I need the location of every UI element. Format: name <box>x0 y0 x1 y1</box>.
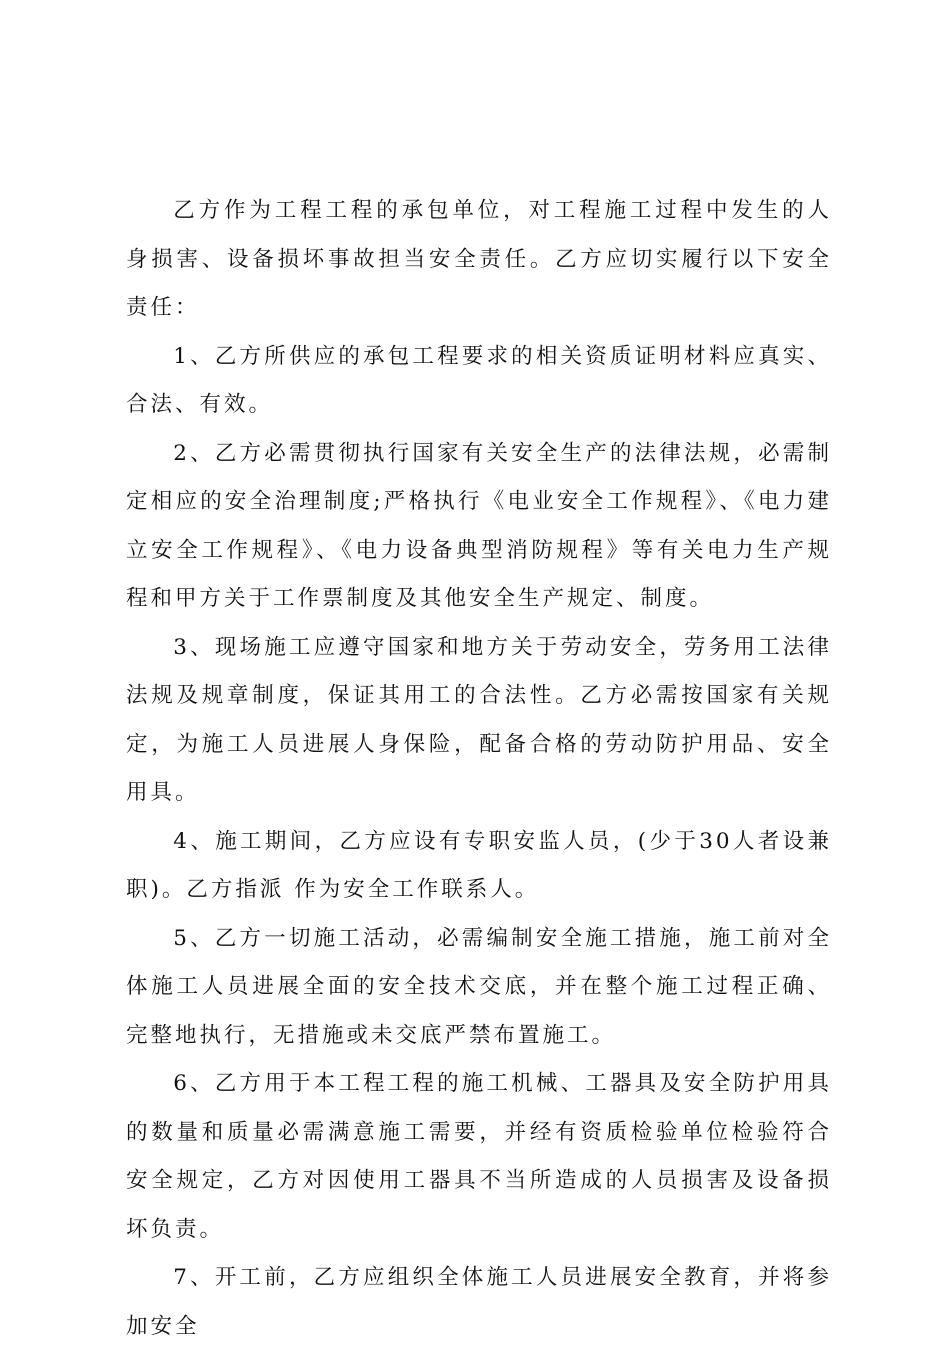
paragraph-item-1: 1、乙方所供应的承包工程要求的相关资质证明材料应真实、合法、有效。 <box>126 343 832 417</box>
paragraph-item-7: 7、开工前，乙方应组织全体施工人员进展安全教育，并将参加安全 <box>126 1265 832 1339</box>
paragraph-item-4: 4、施工期间，乙方应设有专职安监人员，(少于30人者设兼职)。乙方指派 作为安全工作联系人。 <box>126 828 832 902</box>
paragraph-item-5: 5、乙方一切施工活动，必需编制安全施工措施，施工前对全体施工人员进展全面的安全技术交底，并在整个施工过程正确、完整地执行，无措施或未交底严禁布置施工。 <box>126 925 832 1048</box>
paragraph-item-2: 2、乙方必需贯彻执行国家有关安全生产的法律法规，必需制定相应的安全治理制度;严格执行《电业安全工作规程》、《电力建立安全工作规程》、《电力设备典型消防规程》等有关电力生产规程和甲方关于工作票制度及其他安全生产规定、制度。 <box>126 440 832 611</box>
document-body <box>126 187 832 1351</box>
paragraph-item-6: 6、乙方用于本工程工程的施工机械、工器具及安全防护用具的数量和质量必需满意施工需要，并经有资质检验单位检验符合安全规定，乙方对因使用工器具不当所造成的人员损害及设备损坏负责。 <box>126 1071 832 1242</box>
paragraph-intro: 乙方作为工程工程的承包单位，对工程施工过程中发生的人身损害、设备损坏事故担当安全责任。乙方应切实履行以下安全责任： <box>126 198 832 320</box>
paragraph-item-3: 3、现场施工应遵守国家和地方关于劳动安全，劳务用工法律法规及规章制度，保证其用工的合法性。乙方必需按国家有关规定，为施工人员进展人身保险，配备合格的劳动防护用品、安全用具。 <box>126 634 832 805</box>
